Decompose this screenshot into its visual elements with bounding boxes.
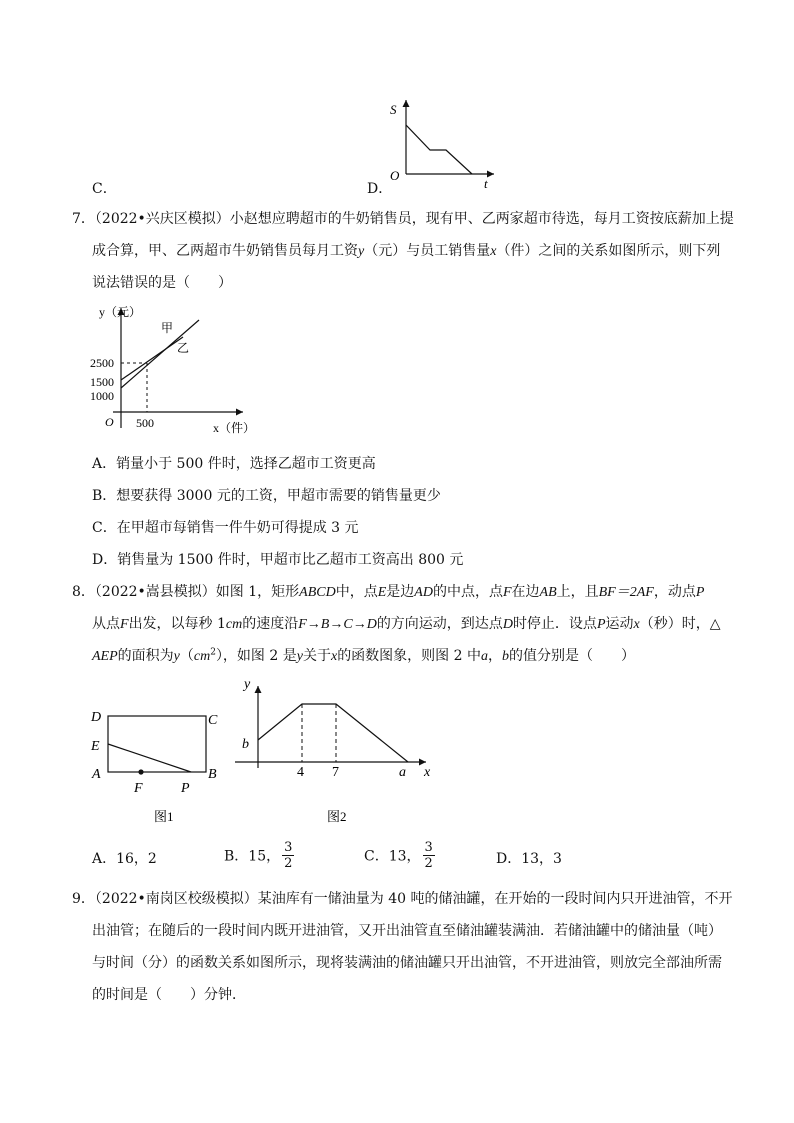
q7-tick-500: 500	[136, 416, 154, 430]
q8-option-d: D．13，3	[496, 851, 562, 867]
q7-label-jia: 甲	[161, 321, 174, 335]
q7-line2: 成合算，甲、乙两超市牛奶销售员每月工资y（元）与员工销售量x（件）之间的关系如图所示，则下列	[92, 243, 721, 259]
fig2-label-a: a	[399, 765, 406, 780]
q7-option-c: C．在甲超市每销售一件牛奶可得提成 3 元	[92, 520, 359, 536]
fig1-label-c: C	[208, 713, 218, 728]
fig1-rectangle	[108, 716, 206, 772]
q7-graph	[85, 300, 260, 440]
q6d-origin: O	[390, 168, 400, 183]
fig1-label-a: A	[92, 767, 101, 782]
q6-option-d-graph	[380, 92, 510, 192]
q8-option-b: B．15， $\frac{3}{2}$	[224, 840, 293, 871]
q7-xlabel: x（件）	[213, 421, 256, 435]
q7-origin: O	[105, 415, 114, 429]
q7-option-d: D．销售量为 1500 件时，甲超市比乙超市工资高出 800 元	[92, 552, 464, 568]
fig1-label-f: F	[134, 781, 143, 796]
q6d-ylabel: S	[390, 102, 397, 117]
q8-option-a: A．16，2	[92, 851, 157, 867]
fig1-label-p: P	[181, 781, 190, 796]
fig2-caption: 图2	[327, 809, 347, 824]
fig2-tick-4: 4	[297, 765, 304, 780]
fig1-label-b: B	[208, 767, 217, 782]
q8-line3: AEP的面积为$y(cm^2)$，如图 2 是y关于x的函数图象，则图 2 中a，b的值分别是（ ）	[92, 647, 635, 664]
fig1-caption: 图1	[154, 809, 174, 824]
q7-option-b: B．想要获得 3000 元的工资，甲超市需要的销售量更少	[92, 488, 441, 504]
q7-ylabel: y（元）	[99, 305, 142, 319]
fig2-ylabel: y	[244, 677, 251, 692]
q8-figure1	[86, 704, 226, 824]
q8-line2: 从点F出发，以每秒 1cm的速度沿F→B→C→D的方向运动，到达点D时停止．设点P运动x（秒）时，△	[92, 616, 721, 632]
q7-line3: 说法错误的是（ ）	[92, 275, 232, 291]
fig2-tick-7: 7	[332, 765, 339, 780]
q6-option-c: C．	[92, 181, 117, 197]
fig2-xlabel: x	[424, 765, 431, 780]
fig1-point-f	[138, 769, 143, 774]
q6-option-d: D．	[367, 181, 393, 197]
q9-line1: 9．（2022•南岗区校级模拟）某油库有一储油量为 40 吨的储油罐，在开始的一段时间内只开进油管，不开	[72, 891, 733, 907]
q6d-xlabel: t	[484, 176, 488, 191]
fig2-curve	[258, 704, 408, 762]
q8-option-c: C．13， $\frac{3}{2}$	[364, 840, 433, 871]
q9-line3: 与时间（分）的函数关系如图所示，现将装满油的储油罐只开出油管，不开进油管，则放完全部油所需	[92, 955, 722, 971]
q7-line1: 7．（2022•兴庆区模拟）小赵想应聘超市的牛奶销售员，现有甲、乙两家超市待选，每月工资按底薪加上提	[72, 211, 734, 227]
q8-figure2	[230, 676, 445, 824]
q7-label-yi: 乙	[177, 341, 190, 355]
fig1-label-d: D	[91, 710, 102, 725]
q6d-curve	[406, 125, 472, 174]
fig1-segment-ep	[108, 744, 191, 772]
q7-tick-1500: 1500	[90, 375, 114, 389]
q7-line-yi	[121, 337, 183, 380]
q7-tick-1000: 1000	[90, 389, 114, 403]
fig2-label-b: b	[242, 737, 249, 752]
q9-line2: 出油管；在随后的一段时间内既开进油管，又开出油管直至储油罐装满油．若储油罐中的储油量（吨）	[92, 923, 722, 939]
fig1-label-e: E	[91, 739, 100, 754]
q7-tick-2500: 2500	[90, 356, 114, 370]
q8-line1: 8．（2022•嵩县模拟）如图 1，矩形ABCD中，点E是边AD的中点，点F在边AB上，且BF＝2AF，动点P	[72, 584, 705, 600]
q7-option-a: A．销量小于 500 件时，选择乙超市工资更高	[92, 456, 376, 472]
q9-line4: 的时间是（ ）分钟．	[92, 987, 246, 1003]
